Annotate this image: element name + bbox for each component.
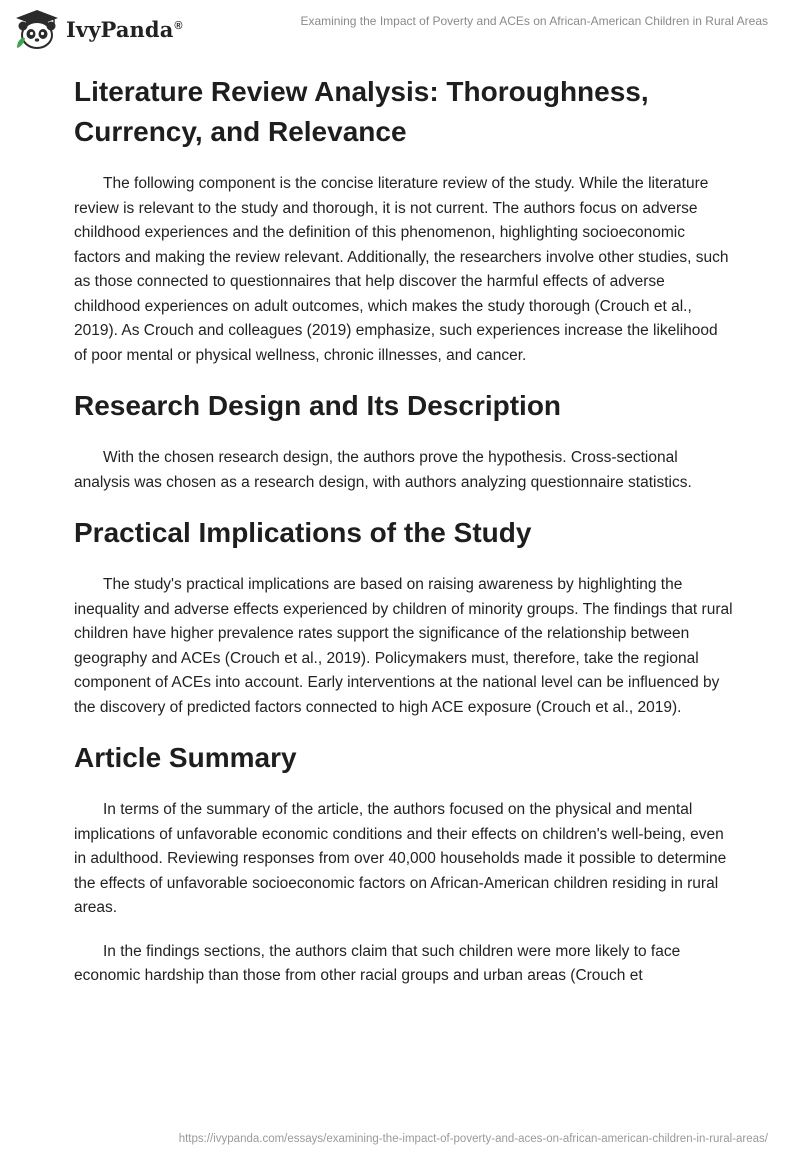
running-title: Examining the Impact of Poverty and ACEs on African-American Children in Rural Areas — [300, 14, 768, 28]
section-article-summary — [74, 740, 734, 989]
intro-paragraph: The following component is the concise literature review of the study. While the literature review is relevant to the study and thorough, it is not current. The authors focus on adverse childhood experiences and the definition of this phenomenon, highlighting socioeconomic factors and making the review relevant. Additionally, the researchers involve other studies, such as those connected to questionnaires that help discover the harmful effects of adverse childhood experiences on adult outcomes, which makes the study thorough (Crouch et al., 2019). As Crouch and colleagues (2019) emphasize, such experiences increase the likelihood of poor mental or physical wellness, chronic illnesses, and cancer. — [74, 175, 729, 364]
section-paragraph: In terms of the summary of the article, the authors focused on the physical and mental implications of unfavorable economic conditions and their effects on children's well-being, even in adulthood. Reviewing responses from over 40,000 households made it possible to determine the effects of unfavorable socioeconomic factors on African-American children residing in rural areas. — [74, 801, 727, 916]
page-title: Literature Review Analysis: Thoroughness, Currency, and Relevance — [74, 76, 649, 147]
section-heading: Article Summary — [74, 742, 297, 773]
logo-text: IvyPanda® — [66, 16, 183, 42]
section-heading: Research Design and Its Description — [74, 390, 562, 421]
section-research-design — [74, 388, 734, 495]
panda-logo-icon — [14, 8, 60, 50]
section-paragraph: The study's practical implications are based on raising awareness by highlighting the inequality and adverse effects experienced by children of minority groups. The findings that rural children have higher prevalence rates support the significance of the relationship between geography and ACEs (Crouch et al., 2019). Policymakers must, therefore, take the regional component of ACEs into account. Early interventions at the national level can be influenced by the discovery of predicted factors connected to high ACE exposure (Crouch et al., 2019). — [74, 576, 733, 716]
logo[interactable] — [14, 8, 183, 50]
source-url[interactable]: https://ivypanda.com/essays/examining-the-impact-of-poverty-and-aces-on-african-american-children-in-rural-areas/ — [178, 1133, 768, 1145]
registered-mark: ® — [174, 19, 183, 32]
section-paragraph: In the findings sections, the authors claim that such children were more likely to face economic hardship than those from other racial groups and urban areas (Crouch et — [74, 942, 681, 984]
document-body — [74, 72, 734, 989]
section-practical-implications — [74, 515, 734, 720]
section-heading: Practical Implications of the Study — [74, 517, 532, 548]
page-header — [0, 0, 800, 60]
section-paragraph: With the chosen research design, the authors prove the hypothesis. Cross-sectional analysis was chosen as a research design, with authors analyzing questionnaire statistics. — [74, 449, 692, 491]
